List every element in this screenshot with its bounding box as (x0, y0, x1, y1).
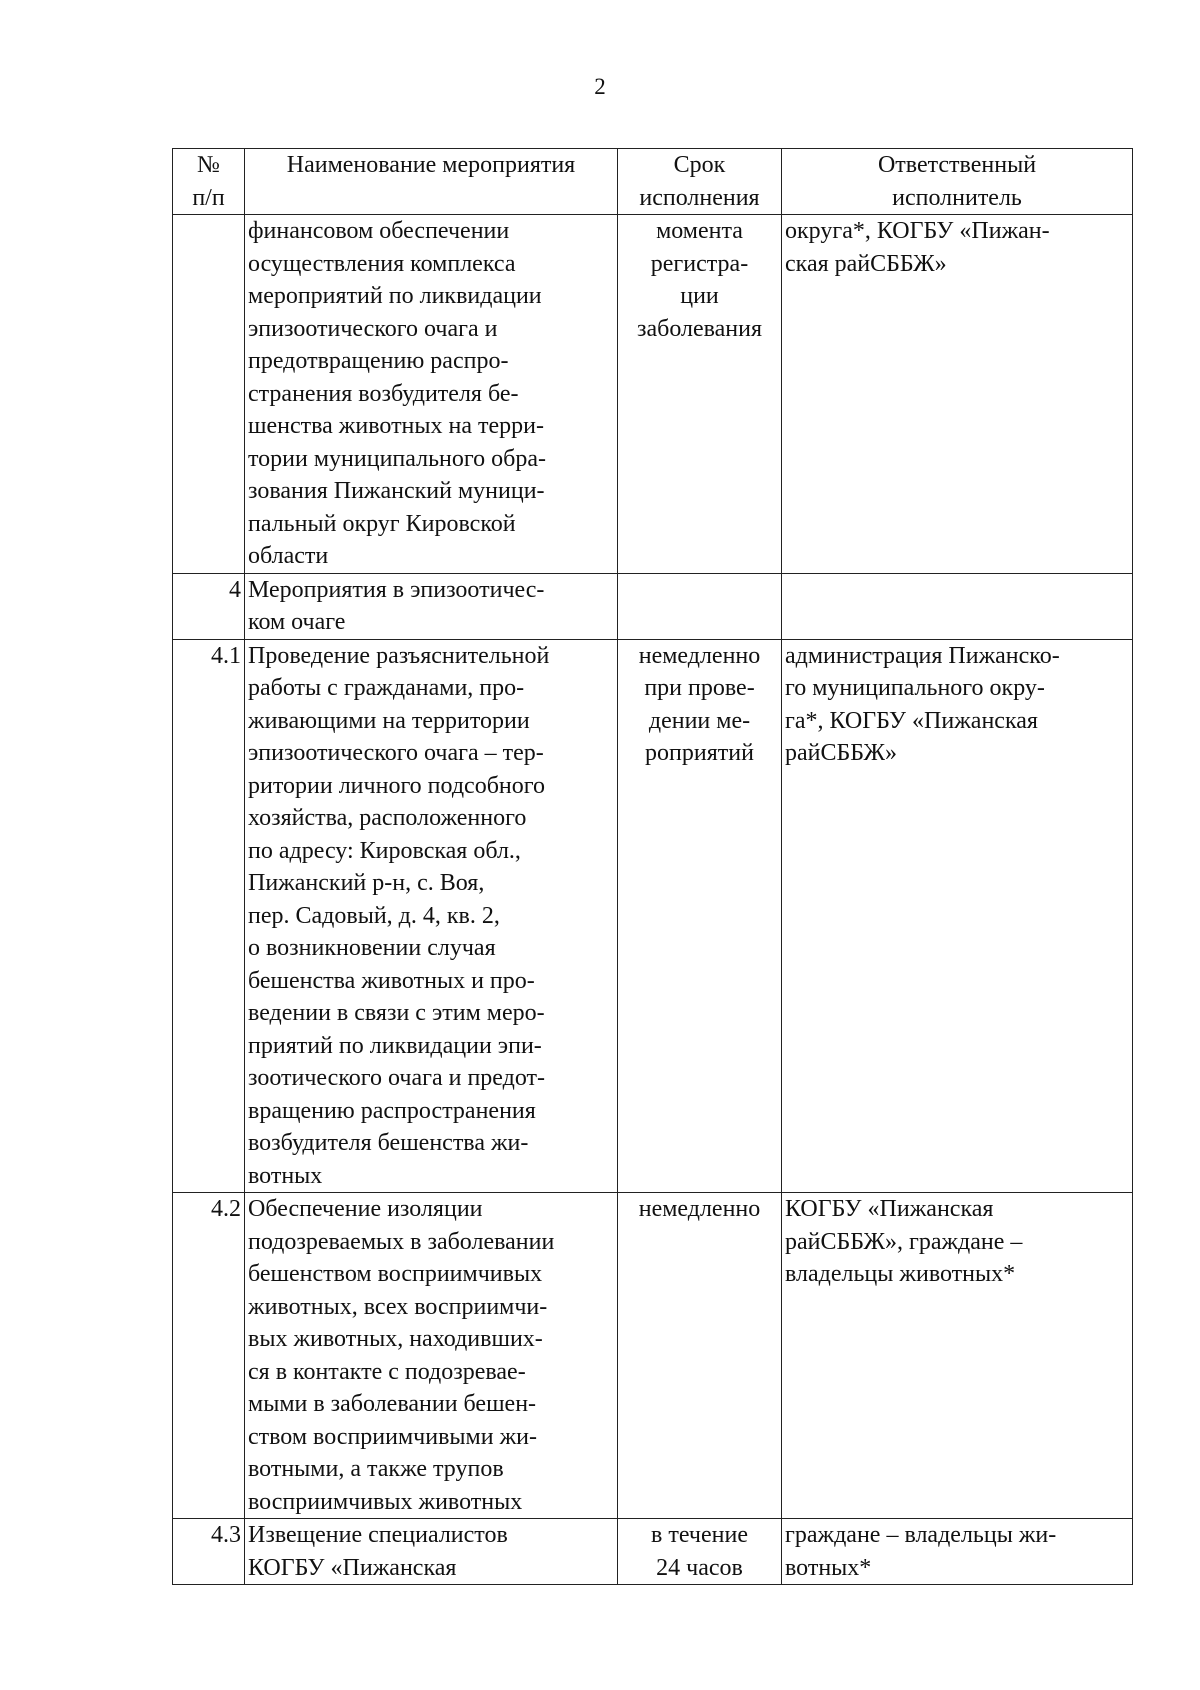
cell-line: владельцы животных* (785, 1261, 1016, 1287)
cell-line: ком очаге (248, 609, 346, 635)
cell-number (173, 215, 245, 574)
header-responsible (782, 149, 1133, 215)
cell-line: Проведение разъяснительной (248, 642, 550, 669)
table-row (173, 1519, 1133, 1585)
cell-line: Мероприятия в эпизоотичес- (248, 576, 545, 603)
cell-name (245, 639, 618, 1193)
cell-line: ции (680, 283, 719, 309)
header-line: Наименование мероприятия (286, 152, 576, 178)
cell-term (618, 1193, 782, 1519)
cell-term (618, 639, 782, 1193)
header-line: п/п (192, 184, 225, 211)
cell-line: ритории личного подсобного (248, 772, 545, 799)
cell-line: мероприятий по ликвидации (248, 283, 542, 309)
cell-line: ся в контакте с подозревае- (248, 1358, 526, 1385)
cell-line: граждане – владельцы жи- (785, 1522, 1057, 1548)
cell-name (245, 1193, 618, 1519)
header-line: исполнения (639, 184, 760, 211)
cell-line: Извещение специалистов (248, 1522, 508, 1548)
table-row (173, 573, 1133, 639)
cell-line: немедленно (638, 1196, 761, 1222)
cell-line: роприятий (645, 740, 754, 766)
cell-line: дении ме- (648, 707, 751, 734)
cell-term (618, 573, 782, 639)
cell-line: пальный округ Кировской (248, 510, 516, 537)
cell-line: эпизоотического очага и (248, 315, 498, 342)
cell-line: предотвращению распро- (248, 348, 509, 374)
cell-line: странения возбудителя бе- (248, 380, 519, 407)
cell-line: финансовом обеспечении (248, 218, 510, 244)
cell-line: шенства животных на терри- (248, 413, 544, 439)
cell-line: области (248, 543, 329, 569)
cell-line: при прове- (644, 675, 755, 701)
cell-line: бешенством восприимчивых (248, 1261, 543, 1287)
cell-line: райСББЖ» (785, 740, 897, 766)
cell-line: о возникновении случая (248, 935, 496, 961)
header-line: Срок (673, 152, 726, 178)
cell-line: ведении в связи с этим меро- (248, 1000, 545, 1026)
cell-line: вых животных, находивших- (248, 1326, 543, 1352)
table-header-row (173, 149, 1133, 215)
cell-line: зования Пижанский муници- (248, 478, 545, 504)
cell-responsible (782, 215, 1133, 574)
header-line: № (197, 152, 220, 178)
cell-line: округа*, КОГБУ «Пижан- (785, 218, 1050, 244)
cell-line: га*, КОГБУ «Пижанская (785, 707, 1038, 734)
cell-line: приятий по ликвидации эпи- (248, 1032, 542, 1059)
cell-line: КОГБУ «Пижанская (248, 1554, 457, 1581)
cell-line: момента (656, 218, 743, 244)
header-line: исполнитель (892, 184, 1022, 211)
page-number: 2 (594, 74, 606, 99)
cell-line: эпизоотического очага – тер- (248, 740, 544, 766)
cell-line: вотных* (785, 1554, 872, 1581)
cell-line: зоотического очага и предот- (248, 1065, 546, 1091)
cell-responsible (782, 639, 1133, 1193)
cell-line: осуществления комплекса (248, 250, 516, 277)
cell-line: пер. Садовый, д. 4, кв. 2, (248, 902, 500, 929)
cell-line: 24 часов (656, 1554, 743, 1581)
cell-responsible (782, 1193, 1133, 1519)
cell-number: 4 (173, 573, 245, 639)
cell-responsible (782, 573, 1133, 639)
cell-responsible (782, 1519, 1133, 1585)
cell-line: животных, всех восприимчи- (248, 1293, 548, 1320)
measures-table (172, 148, 1133, 1585)
header-line: Ответственный (877, 152, 1037, 178)
cell-line: вотными, а также трупов (248, 1456, 504, 1482)
header-term (618, 149, 782, 215)
cell-name (245, 215, 618, 574)
cell-line: ством восприимчивыми жи- (248, 1423, 537, 1450)
table-body (173, 215, 1133, 1585)
cell-line: заболевания (636, 315, 763, 342)
table-row (173, 639, 1133, 1193)
cell-line: райСББЖ», граждане – (785, 1228, 1023, 1255)
cell-line: бешенства животных и про- (248, 967, 535, 994)
cell-number: 4.2 (173, 1193, 245, 1519)
cell-line: администрация Пижанско- (785, 642, 1060, 669)
cell-name (245, 573, 618, 639)
cell-line: возбудителя бешенства жи- (248, 1130, 529, 1156)
cell-line: хозяйства, расположенного (248, 805, 527, 831)
cell-line: тории муниципального обра- (248, 445, 546, 472)
header-number (173, 149, 245, 215)
cell-term (618, 215, 782, 574)
cell-line: живающими на территории (248, 707, 530, 734)
cell-number: 4.3 (173, 1519, 245, 1585)
table-row (173, 1193, 1133, 1519)
cell-line: немедленно (638, 642, 761, 669)
cell-line: по адресу: Кировская обл., (248, 837, 521, 864)
cell-line: работы с гражданами, про- (248, 675, 525, 701)
cell-line: подозреваемых в заболевании (248, 1228, 555, 1255)
cell-line: го муниципального окру- (785, 675, 1045, 701)
cell-line: в течение (651, 1522, 748, 1548)
cell-term (618, 1519, 782, 1585)
table-row (173, 215, 1133, 574)
cell-number: 4.1 (173, 639, 245, 1193)
cell-name (245, 1519, 618, 1585)
cell-line: регистра- (650, 250, 749, 277)
cell-line: Пижанский р-н, с. Воя, (248, 870, 485, 896)
cell-line: Обеспечение изоляции (248, 1196, 483, 1222)
cell-line: ская райСББЖ» (785, 250, 947, 277)
cell-line: КОГБУ «Пижанская (785, 1196, 994, 1222)
header-name (245, 149, 618, 215)
cell-line: мыми в заболевании бешен- (248, 1391, 537, 1417)
cell-line: вращению распространения (248, 1097, 536, 1124)
cell-line: восприимчивых животных (248, 1488, 523, 1515)
cell-line: вотных (248, 1162, 323, 1189)
